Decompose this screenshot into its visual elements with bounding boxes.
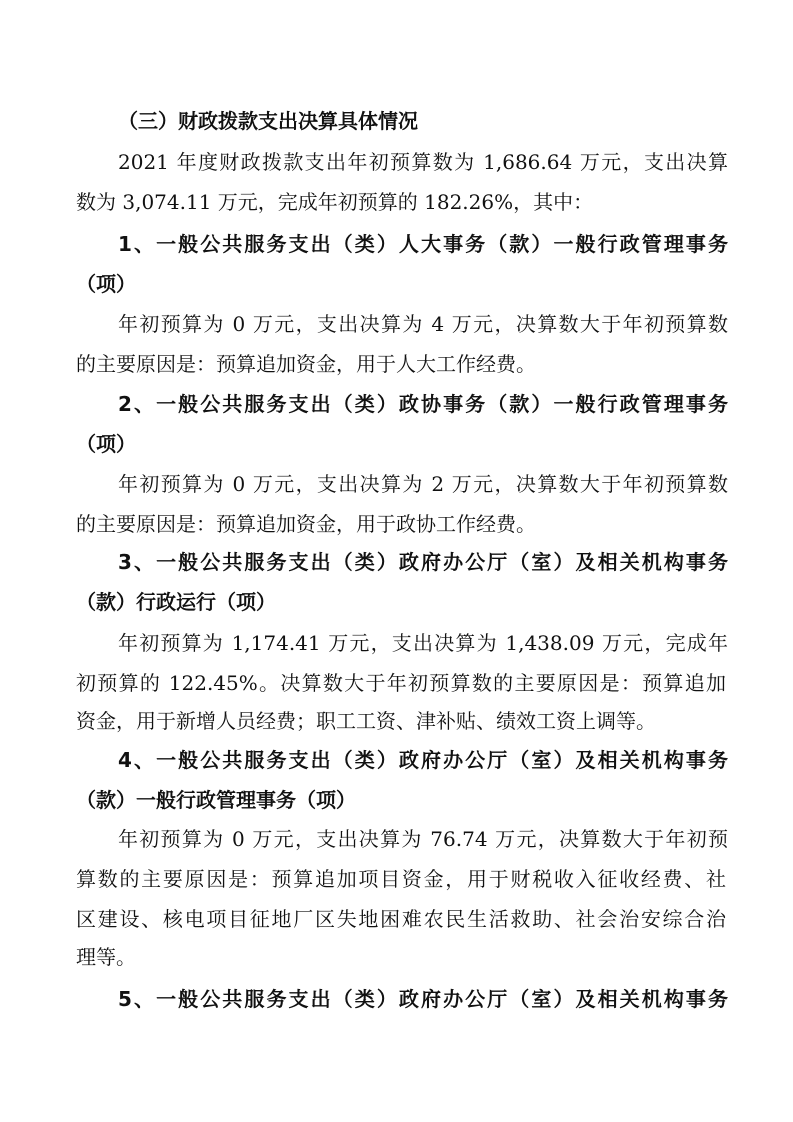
item-4-heading-line-2: （款）一般行政管理事务（项） [76, 788, 356, 812]
item-3-body-line-2: 初预算的 122.45%。决算数大于年初预算数的主要原因是：预算追加 [76, 671, 726, 695]
item-4-body-line-1: 年初预算为 0 万元，支出决算为 76.74 万元，决算数大于年初预 [118, 827, 728, 851]
item-3-heading-line-1: 3、一般公共服务支出（类）政府办公厅（室）及相关机构事务 [118, 550, 728, 574]
section-title: （三）财政拨款支出决算具体情况 [118, 109, 418, 133]
item-4-body-line-3: 区建设、核电项目征地厂区失地困难农民生活救助、社会治安综合治 [76, 907, 726, 931]
item-1-heading-line-1: 1、一般公共服务支出（类）人大事务（款）一般行政管理事务 [118, 232, 728, 256]
item-4-body-line-4: 理等。 [76, 945, 136, 969]
item-5-heading-line-1: 5、一般公共服务支出（类）政府办公厅（室）及相关机构事务 [118, 987, 728, 1011]
item-2-body-line-2: 的主要原因是：预算追加资金，用于政协工作经费。 [76, 512, 536, 536]
item-3-body-line-3: 资金，用于新增人员经费；职工工资、津补贴、绩效工资上调等。 [76, 709, 656, 733]
intro-line-2: 数为 3,074.11 万元，完成年初预算的 182.26%，其中： [76, 190, 594, 214]
item-2-heading-line-2: （项） [76, 432, 136, 456]
item-2-body-line-1: 年初预算为 0 万元，支出决算为 2 万元，决算数大于年初预算数 [118, 472, 728, 496]
item-3-heading-line-2: （款）行政运行（项） [76, 590, 276, 614]
item-1-heading-line-2: （项） [76, 272, 136, 296]
item-1-body-line-2: 的主要原因是：预算追加资金，用于人大工作经费。 [76, 352, 536, 376]
item-4-heading-line-1: 4、一般公共服务支出（类）政府办公厅（室）及相关机构事务 [118, 748, 728, 772]
item-4-body-line-2: 算数的主要原因是：预算追加项目资金，用于财税收入征收经费、社 [76, 867, 726, 891]
item-3-body-line-1: 年初预算为 1,174.41 万元，支出决算为 1,438.09 万元，完成年 [118, 631, 728, 655]
item-2-heading-line-1: 2、一般公共服务支出（类）政协事务（款）一般行政管理事务 [118, 392, 728, 416]
intro-line-1: 2021 年度财政拨款支出年初预算数为 1,686.64 万元，支出决算 [118, 150, 728, 174]
item-1-body-line-1: 年初预算为 0 万元，支出决算为 4 万元，决算数大于年初预算数 [118, 312, 728, 336]
